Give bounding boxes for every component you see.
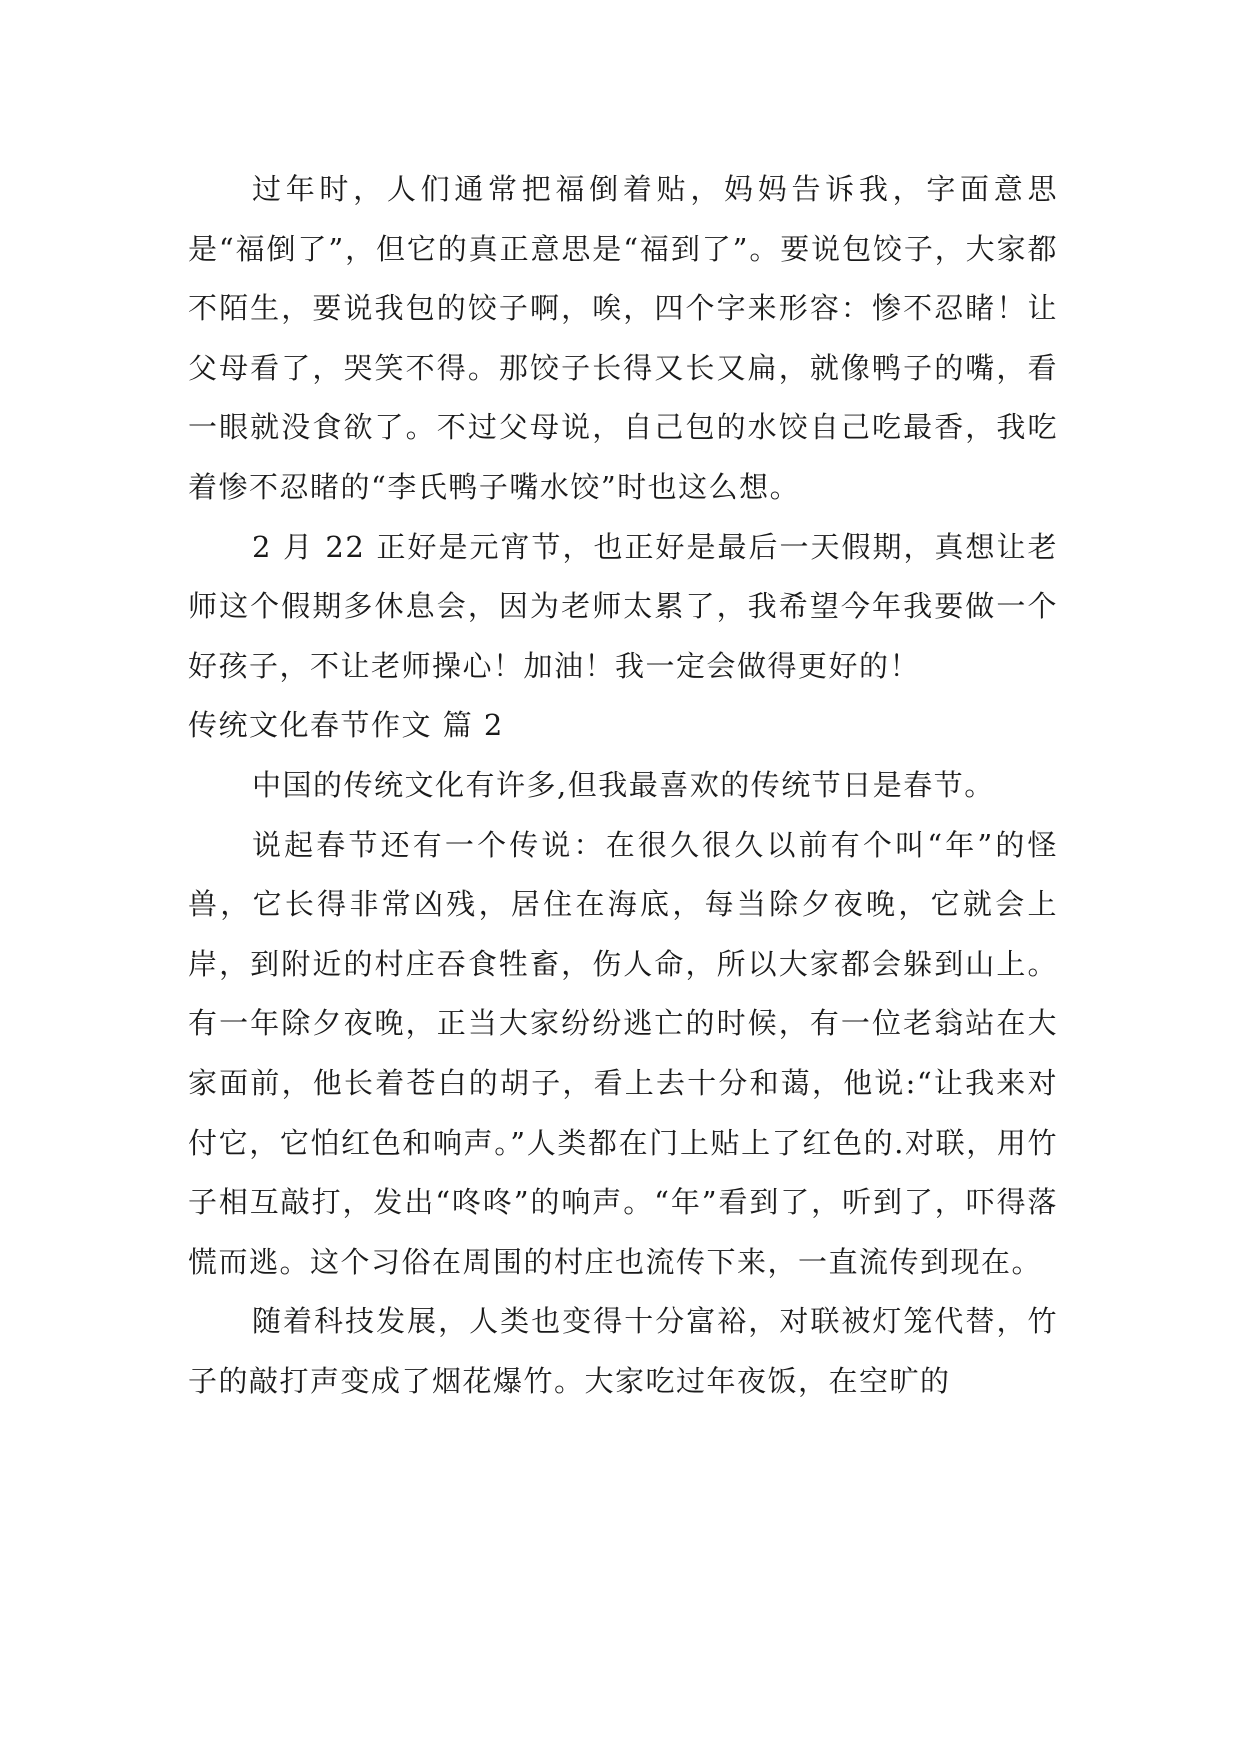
paragraph-modern: 随着科技发展，人类也变得十分富裕，对联被灯笼代替，竹子的敲打声变成了烟花爆竹。大家吃过年夜饭，在空旷的 — [188, 1304, 1058, 1398]
section-title: 传统文化春节作文 篇 2 — [188, 708, 504, 743]
paragraph-lantern-festival: 2 月 22 正好是元宵节，也正好是最后一天假期，真想让老师这个假期多休息会，因为老师太累了，我希望今年我要做一个好孩子，不让老师操心！加油！我一定会做得更好的！ — [188, 529, 1058, 683]
paragraph-legend: 说起春节还有一个传说：在很久很久以前有个叫“年”的怪兽，它长得非常凶残，居住在海底，每当除夕夜晚，它就会上岸，到附近的村庄吞食牲畜，伤人命，所以大家都会躲到山上。有一年除夕夜晚，正当大家纷纷逃亡的时候，有一位老翁站在大家面前，他长着苍白的胡子，看上去十分和蔼，他说:“让我来对付它，它怕红色和响声。”人类都在门上贴上了红色的.对联，用竹子相互敲打，发出“咚咚”的响声。“年”看到了，听到了，吓得落慌而逃。这个习俗在周围的村庄也流传下来，一直流传到现在。 — [188, 827, 1058, 1279]
document-body — [188, 160, 1058, 1411]
paragraph-dumplings: 过年时，人们通常把福倒着贴，妈妈告诉我，字面意思是“福倒了”，但它的真正意思是“福到了”。要说包饺子，大家都不陌生，要说我包的饺子啊，唉，四个字来形容：惨不忍睹！让父母看了，哭笑不得。那饺子长得又长又扁，就像鸭子的嘴，看一眼就没食欲了。不过父母说，自己包的水饺自己吃最香，我吃着惨不忍睹的“李氏鸭子嘴水饺”时也这么想。 — [188, 172, 1058, 504]
paragraph-intro: 中国的传统文化有许多,但我最喜欢的传统节日是春节。 — [252, 767, 995, 802]
